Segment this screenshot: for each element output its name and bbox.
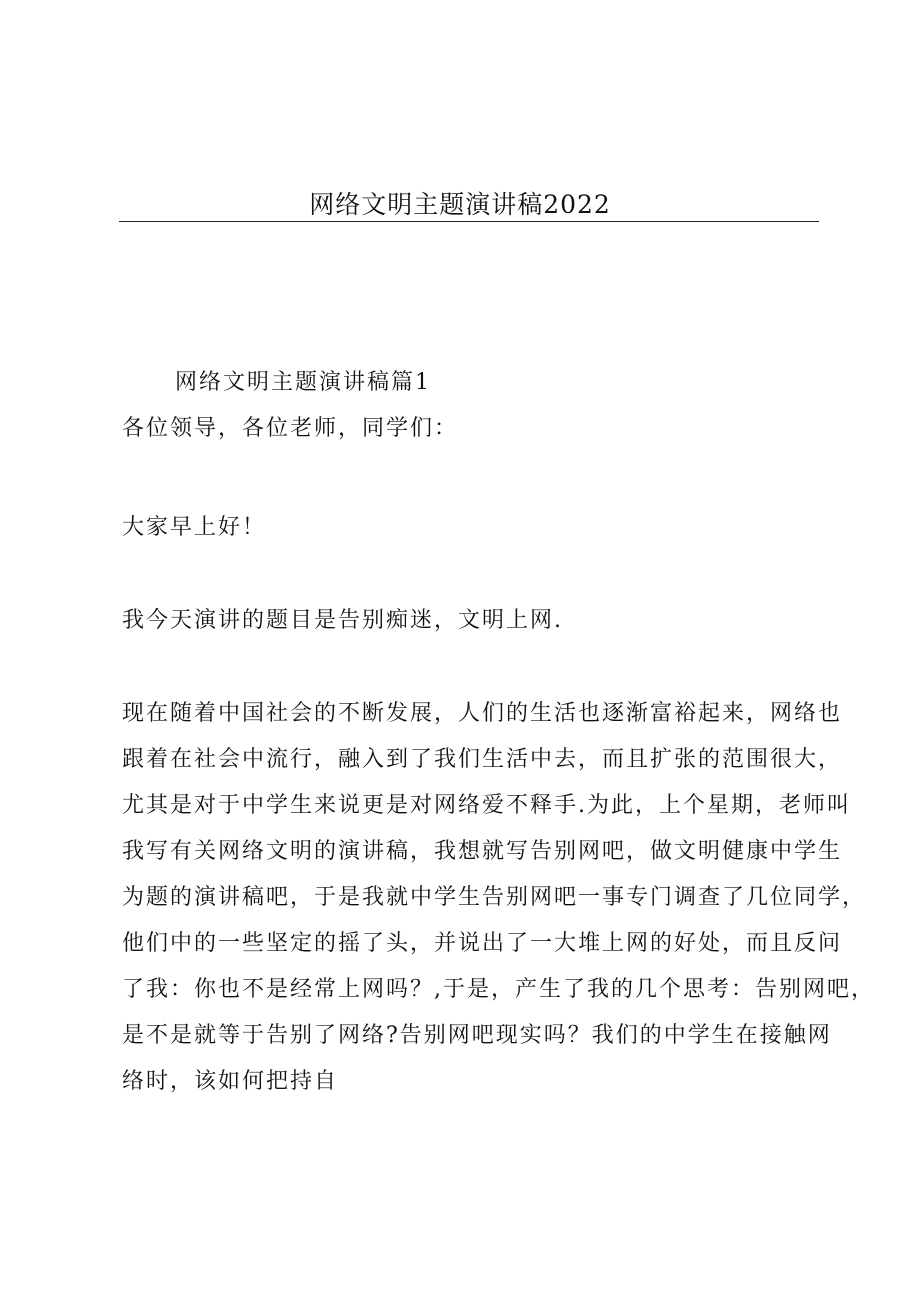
body-line: 他们中的一些坚定的摇了头，并说出了一大堆上网的好处，而且反问 (122, 931, 843, 956)
body-line: 是不是就等于告别了网络?告别网吧现实吗？我们的中学生在接触网 (122, 1023, 832, 1048)
body-line: 现在随着中国社会的不断发展，人们的生活也逐渐富裕起来，网络也 (122, 701, 843, 726)
body-line: 络时，该如何把持自 (122, 1069, 339, 1094)
salutation: 各位领导，各位老师，同学们： (122, 416, 459, 441)
document-title: 网络文明主题演讲稿2022 (309, 190, 611, 219)
body-line: 我写有关网络文明的演讲稿，我想就写告别网吧，做文明健康中学生 (122, 839, 843, 864)
body-line: 了我：你也不是经常上网吗？,于是，产生了我的几个思考：告别网吧， (122, 977, 875, 1002)
body-line: 尤其是对于中学生来说更是对网络爱不释手.为此，上个星期，老师叫 (122, 793, 851, 818)
body-line: 为题的演讲稿吧，于是我就中学生告别网吧一事专门调查了几位同学， (122, 885, 867, 910)
speech-topic: 我今天演讲的题目是告别痴迷，文明上网. (122, 608, 563, 633)
greeting: 大家早上好！ (122, 515, 267, 540)
body-paragraph (122, 696, 875, 1110)
title-underline (119, 221, 819, 222)
body-line: 跟着在社会中流行，融入到了我们生活中去，而且扩张的范围很大， (122, 747, 843, 772)
section-heading: 网络文明主题演讲稿篇1 (175, 370, 431, 395)
